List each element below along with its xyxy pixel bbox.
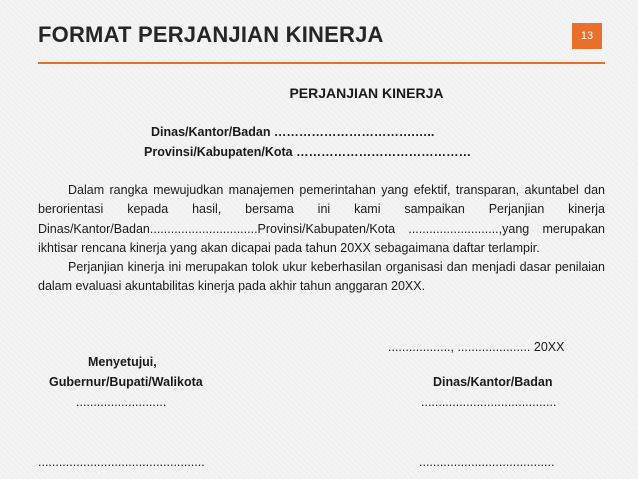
- approval-label: Menyetujui,: [88, 355, 157, 369]
- right-placeholder-dots: .......................................: [421, 395, 557, 409]
- paragraph-intro: Dalam rangka mewujudkan manajemen pemerintahan yang efektif, transparan, akuntabel dan berorientasi kepada hasil, bersama ini kami sampaikan Perjanjian kinerja Dinas/Kantor/Badan...............................Provinsi/Kabupaten/Kota ..........................,yang merupakan ikhtisar rencana kinerja yang akan dicapai pada tahun 20XX sebagaimana daftar terlampir.: [38, 183, 605, 255]
- title-divider: [38, 62, 605, 64]
- slide-title: FORMAT PERJANJIAN KINERJA: [38, 22, 384, 47]
- date-line: .................., ..................... 20XX: [388, 340, 565, 354]
- left-placeholder-dots: ..........................: [76, 395, 167, 409]
- document-title: PERJANJIAN KINERJA: [289, 85, 444, 101]
- org-line-provinsi: Provinsi/Kabupaten/Kota ……………………………………: [144, 145, 472, 159]
- org-line-dinas: Dinas/Kantor/Badan …………………………….…..: [151, 125, 435, 139]
- left-signatory-title: Gubernur/Bupati/Walikota: [49, 375, 203, 389]
- right-signature-line: .......................................: [419, 455, 555, 469]
- body-paragraphs: [38, 181, 605, 297]
- right-signatory-title: Dinas/Kantor/Badan: [433, 375, 553, 389]
- paragraph-evaluation: Perjanjian kinerja ini merupakan tolok ukur keberhasilan organisasi dan menjadi dasar penilaian dalam evaluasi akuntabilitas kinerja pada akhir tahun anggaran 20XX.: [38, 260, 605, 294]
- left-signature-line: ................................................: [38, 455, 205, 469]
- page-number-badge: 13: [572, 23, 602, 49]
